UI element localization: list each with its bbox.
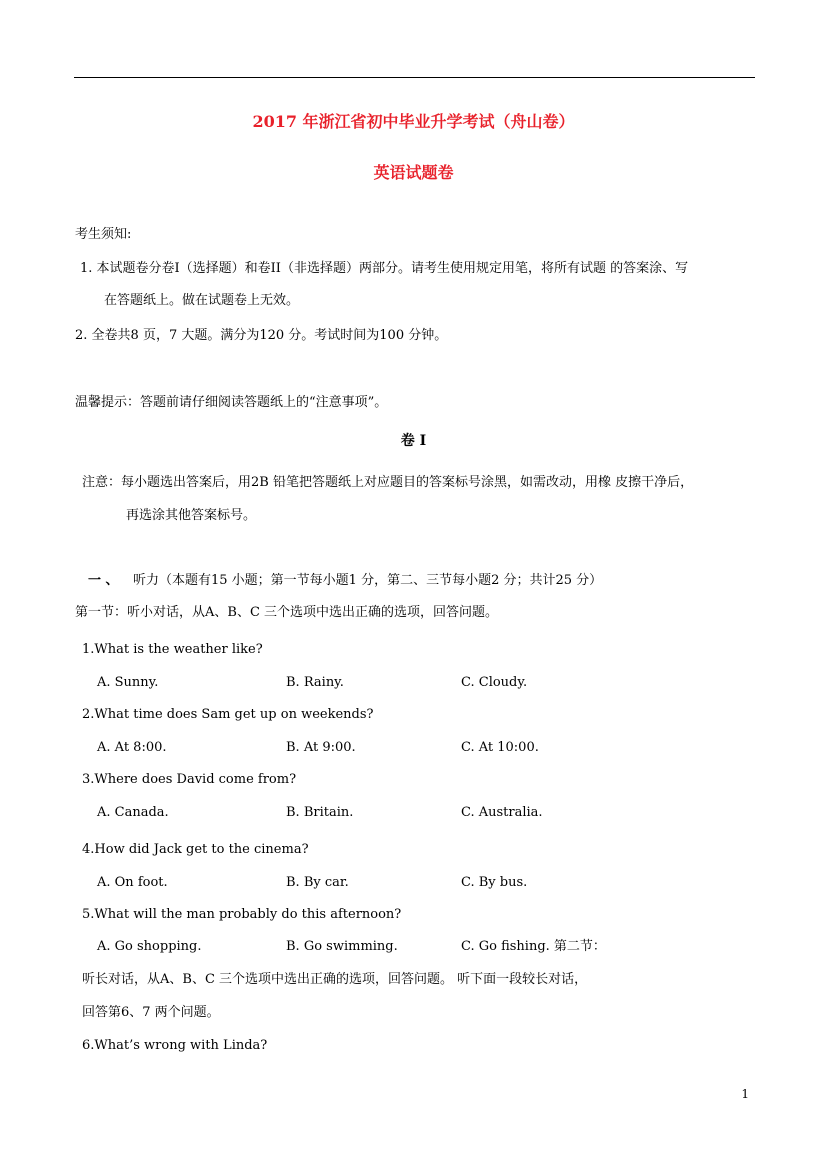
q4-option-c: C. By bus.	[461, 875, 528, 890]
q5-option-a: A. Go shopping.	[97, 939, 202, 954]
q2-option-b: B. At 9:00.	[286, 740, 356, 755]
notice-item-2: 2. 全卷共8 页，7 大题。满分为120 分。考试时间为100 分钟。	[75, 328, 448, 343]
notice-item-1-cont: 在答题纸上。做在试题卷上无效。	[104, 293, 300, 308]
q4-option-a: A. On foot.	[97, 875, 168, 890]
q2-option-c: C. At 10:00.	[461, 740, 539, 755]
question-3: 3.Where does David come from?	[82, 772, 297, 787]
attention-text-cont: 再选涂其他答案标号。	[126, 508, 257, 523]
part1-instructions: 第一节：听小对话，从A、B、C 三个选项中选出正确的选项，回答问题。	[75, 605, 499, 620]
exam-title: 2017 年浙江省初中毕业升学考试（舟山卷）	[252, 112, 575, 131]
q1-option-b: B. Rainy.	[286, 675, 344, 690]
part2-instructions-cont: 回答第6、7 两个问题。	[82, 1005, 220, 1020]
q1-option-c: C. Cloudy.	[461, 675, 528, 690]
section-title: 听力（本题有15 小题；第一节每小题1 分，第二、三节每小题2 分；共计25 分）	[133, 573, 603, 588]
volume-heading: 卷 I	[400, 433, 427, 449]
q2-option-a: A. At 8:00.	[97, 740, 167, 755]
question-5: 5.What will the man probably do this afternoon?	[82, 907, 402, 922]
question-4: 4.How did Jack get to the cinema?	[82, 842, 309, 857]
question-6: 6.What’s wrong with Linda?	[82, 1038, 268, 1053]
q3-option-a: A. Canada.	[97, 805, 169, 820]
question-1: 1.What is the weather like?	[82, 642, 263, 657]
q5-option-c: C. Go fishing. 第二节：	[461, 939, 606, 954]
notice-item-1: 1. 本试题卷分卷I（选择题）和卷II（非选择题）两部分。请考生使用规定用笔，将所有试题 的答案涂、写	[80, 261, 689, 276]
section-number: 一 、	[88, 573, 119, 588]
page-number: 1	[741, 1087, 749, 1101]
question-2: 2.What time does Sam get up on weekends?	[82, 707, 374, 722]
q5-option-b: B. Go swimming.	[286, 939, 398, 954]
exam-subtitle: 英语试题卷	[373, 163, 454, 182]
q4-option-b: B. By car.	[286, 875, 349, 890]
reminder-text: 温馨提示：答题前请仔细阅读答题纸上的“注意事项”。	[75, 395, 388, 410]
header-rule	[74, 77, 755, 78]
q1-option-a: A. Sunny.	[97, 675, 159, 690]
q3-option-c: C. Australia.	[461, 805, 543, 820]
notice-heading: 考生须知:	[75, 227, 132, 242]
q3-option-b: B. Britain.	[286, 805, 354, 820]
part2-instructions: 听长对话，从A、B、C 三个选项中选出正确的选项，回答问题。 听下面一段较长对话，	[82, 972, 588, 987]
attention-text: 注意：每小题选出答案后，用2B 铅笔把答题纸上对应题目的答案标号涂黑，如需改动，用橡 皮擦干净后，	[82, 475, 694, 490]
